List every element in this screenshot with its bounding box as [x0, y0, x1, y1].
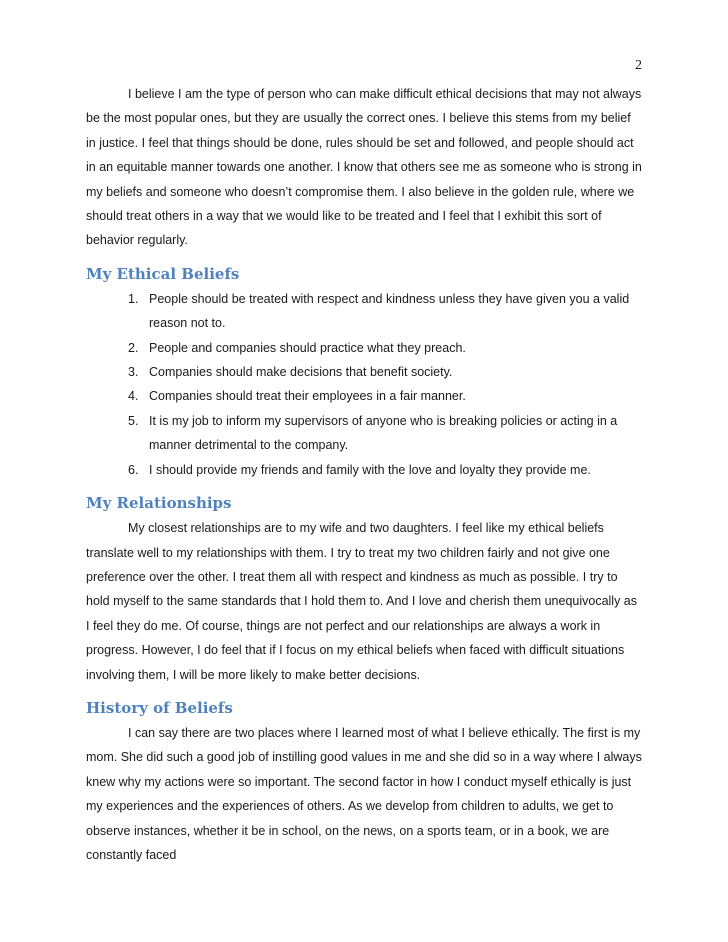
list-item-number: 4.: [128, 389, 139, 404]
intro-paragraph: I believe I am the type of person who can make difficult ethical decisions that may not always be the most popular ones, but they are usually the correct ones. I believe this stems from my belief in justice. I feel that things should be done, rules should be set and followed, and people should act in an equitable manner towards one another. I know that others see me as someone who is strong in my beliefs and someone who doesn’t compromise them. I also believe in the golden rule, where we should treat others in a way that we would like to be treated and I feel that I exhibit this sort of behavior regularly.: [86, 87, 642, 248]
list-item: [86, 458, 642, 482]
list-item: [86, 360, 642, 384]
relationships-paragraph: My closest relationships are to my wife and two daughters. I feel like my ethical beliefs translate well to my relationships with them. I try to treat my two children fairly and not give one preference over the other. I treat them all with respect and kindness as much as possible. I try to hold myself to the same standards that I hold them to. And I love and cherish them unequivocally as I feel they do me. Of course, things are not perfect and our relationships are always a work in progress. However, I do feel that if I focus on my ethical beliefs when faced with difficult situations involving them, I will be more likely to make better decisions.: [86, 521, 638, 682]
list-item: [86, 384, 642, 408]
list-item-number: 1.: [128, 291, 139, 306]
page-number: 2: [635, 58, 642, 73]
list-item: [86, 409, 642, 458]
list-item-text: Companies should make decisions that benefit society.: [149, 365, 453, 380]
list-item-number: 3.: [128, 365, 139, 380]
history-heading: History of Beliefs: [86, 698, 233, 717]
list-item-text: I should provide my friends and family with the love and loyalty they provide me.: [149, 462, 591, 477]
list-item-text: People should be treated with respect and kindness unless they have given you a valid reason not to.: [149, 291, 630, 331]
list-item-number: 6.: [128, 462, 139, 477]
relationships-heading: My Relationships: [86, 494, 232, 513]
list-item-number: 2.: [128, 340, 139, 355]
document-body: [86, 82, 642, 867]
ethical-beliefs-heading: My Ethical Beliefs: [86, 264, 240, 283]
list-item-number: 5.: [128, 413, 139, 428]
list-item-text: Companies should treat their employees in a fair manner.: [149, 389, 466, 404]
ethical-beliefs-list: [86, 287, 642, 482]
list-item: [86, 336, 642, 360]
history-paragraph: I can say there are two places where I learned most of what I believe ethically. The first is my mom. She did such a good job of instilling good values in me and she did so in a way where I always knew why my actions were so important. The second factor in how I conduct myself ethically is just my experiences and the experiences of others. As we develop from children to adults, we get to observe instances, whether it be in school, on the news, on a sports team, or in a book, we are constantly faced: [86, 725, 642, 862]
list-item-text: People and companies should practice what they preach.: [149, 340, 466, 355]
list-item: [86, 287, 642, 336]
list-item-text: It is my job to inform my supervisors of anyone who is breaking policies or acting in a manner detrimental to the company.: [149, 413, 618, 453]
